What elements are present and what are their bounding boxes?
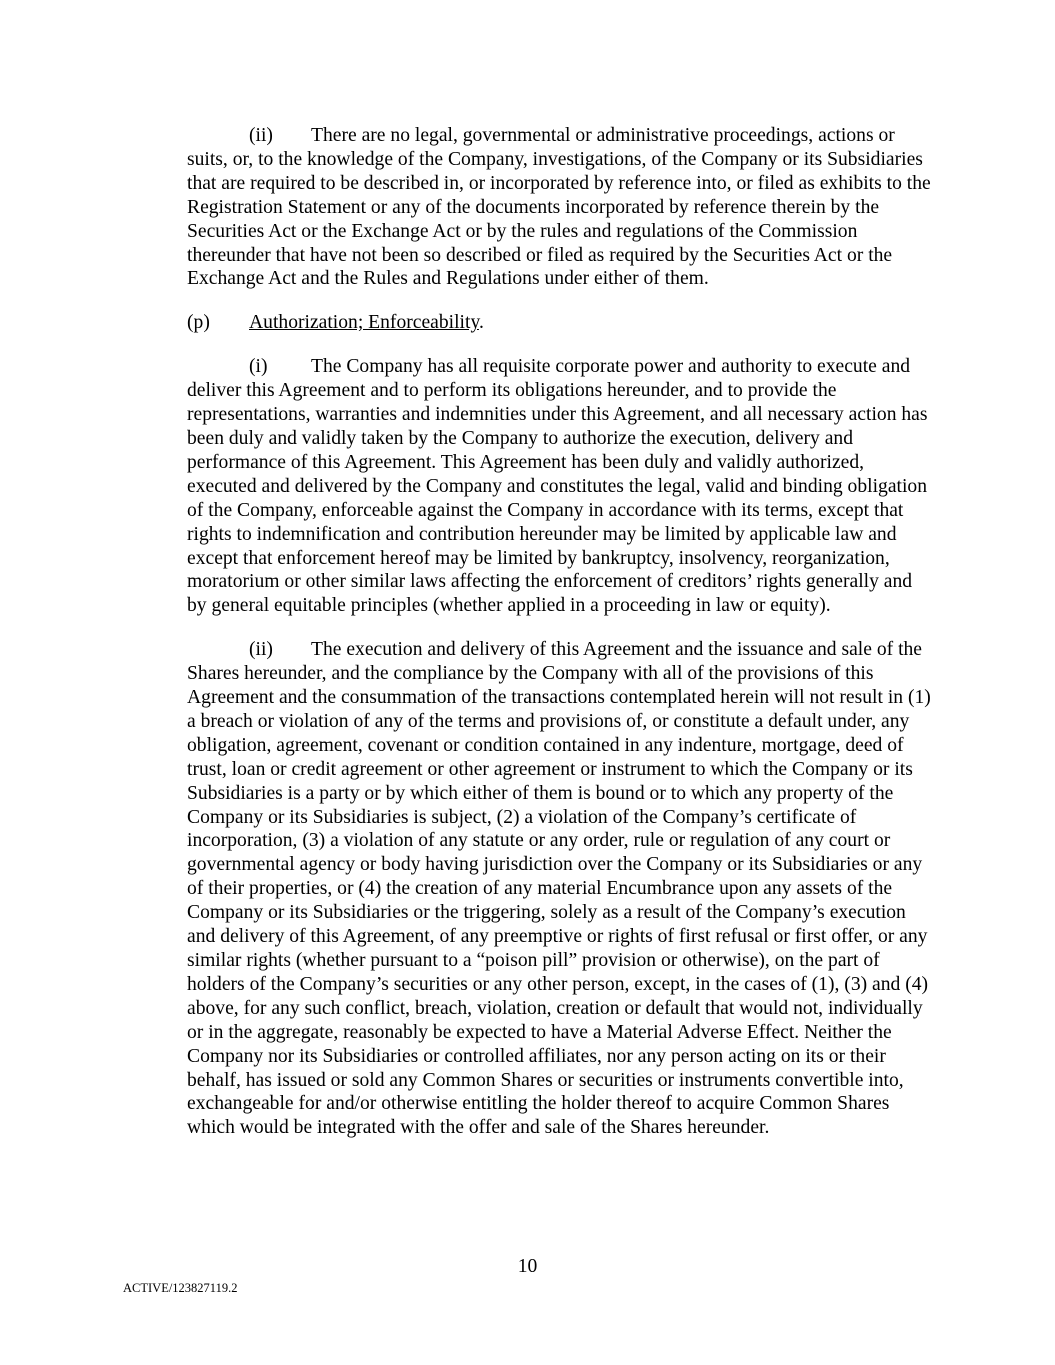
paragraph-number: (ii)	[249, 125, 273, 146]
paragraph-o-ii	[187, 124, 933, 291]
section-number: (p)	[187, 312, 210, 334]
paragraph-p-i	[187, 355, 933, 618]
paragraph-text: The Company has all requisite corporate power and authority to execute and deliver this Agreement and to perform its obligations hereunder, and to provide the representations, warranties and indemnities under this Agreement, and all necessary action has been duly and validly taken by the Company to authorize the execution, delivery and performance of this Agreement. This Agreement has been duly and validly authorized, executed and delivered by the Company and constitutes the legal, valid and binding obligation of the Company, enforceable against the Company in accordance with its terms, except that rights to indemnification and contribution hereunder may be limited by applicable law and except that enforcement hereof may be limited by bankruptcy, insolvency, reorganization, moratorium or other similar laws affecting the enforcement of creditors’ rights generally and by general equitable principles (whether applied in a proceeding in law or equity).	[187, 356, 928, 617]
paragraph-p-ii	[187, 638, 933, 1140]
paragraph-number: (i)	[249, 356, 268, 378]
section-title-suffix: .	[478, 312, 484, 334]
document-id: ACTIVE/123827119.2	[123, 1281, 238, 1295]
paragraph-number: (ii)	[249, 639, 273, 661]
page-number: 10	[517, 1256, 538, 1277]
section-title: Authorization; Enforceability	[249, 312, 479, 334]
document-body	[187, 124, 933, 1160]
section-heading-p	[187, 311, 933, 335]
paragraph-text: The execution and delivery of this Agreement and the issuance and sale of the Shares hereunder, and the compliance by the Company with all of the provisions of this Agreement and the consummation of the transactions contemplated herein will not result in (1) a breach or violation of any of the terms and provisions of, or constitute a default under, any obligation, agreement, covenant or condition contained in any indenture, mortgage, deed of trust, loan or credit agreement or other agreement or instrument to which the Company or its Subsidiaries is a party or by which either of them is bound or to which any property of the Company or its Subsidiaries is subject, (2) a violation of the Company’s certificate of incorporation, (3) a violation of any statute or any order, rule or regulation of any court or governmental agency or body having jurisdiction over the Company or its Subsidiaries or any of their properties, or (4) the creation of any material Encumbrance upon any assets of the Company or its Subsidiaries or the triggering, solely as a result of the Company’s execution and delivery of this Agreement, of any preemptive or rights of first refusal or first offer, or any similar rights (whether pursuant to a “poison pill” provision or otherwise), on the part of holders of the Company’s securities or any other person, except, in the cases of (1), (3) and (4) above, for any such conflict, breach, violation, creation or default that would not, individually or in the aggregate, reasonably be expected to have a Material Adverse Effect. Neither the Company nor its Subsidiaries or controlled affiliates, nor any person acting on its or their behalf, has issued or sold any Common Shares or securities or instruments convertible into, exchangeable for and/or otherwise entitling the holder thereof to acquire Common Shares which would be integrated with the offer and sale of the Shares hereunder.	[187, 639, 931, 1139]
paragraph-text: There are no legal, governmental or administrative proceedings, actions or suits, or, to the knowledge of the Company, investigations, of the Company or its Subsidiaries that are required to be described in, or incorporated by reference into, or filed as exhibits to the Registration Statement or any of the documents incorporated by reference therein by the Securities Act or the Exchange Act or by the rules and regulations of the Commission thereunder that have not been so described or filed as required by the Securities Act or the Exchange Act and the Rules and Regulations under either of them.	[187, 125, 931, 290]
